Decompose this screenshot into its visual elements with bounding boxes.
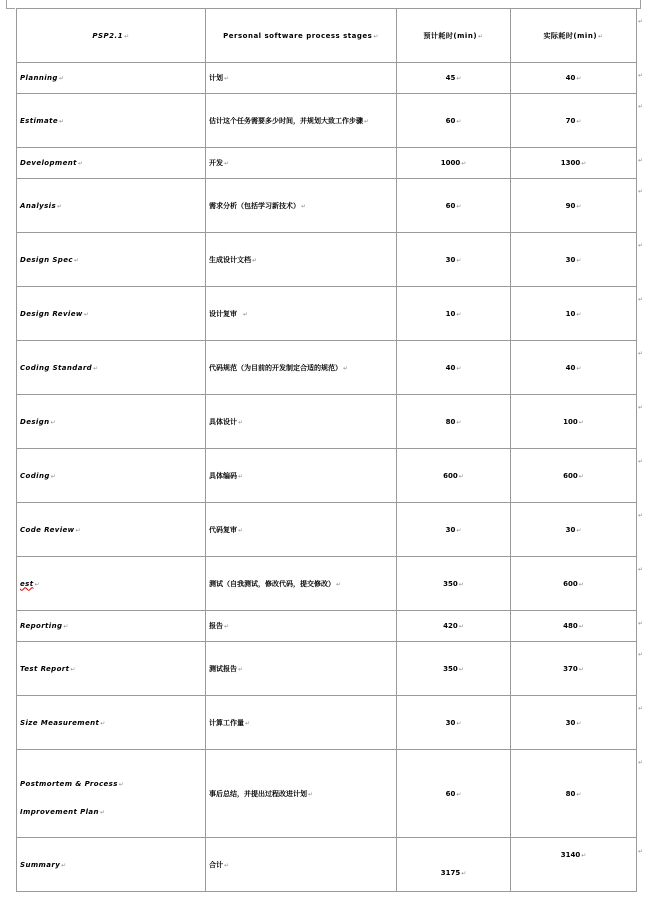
row-name[interactable]: 估计这个任务需要多少时间，并规划大致工作步骤↵ bbox=[206, 94, 397, 148]
row-estimated[interactable]: 45↵ bbox=[397, 63, 511, 94]
row-estimated[interactable]: 420↵ bbox=[397, 611, 511, 642]
row-actual[interactable]: 370↵ bbox=[511, 642, 637, 696]
table-row bbox=[17, 94, 637, 148]
row-name[interactable]: 具体设计↵ bbox=[206, 395, 397, 449]
table-row bbox=[17, 148, 637, 179]
header-stage-name[interactable]: Personal software process stages↵ bbox=[206, 9, 397, 63]
row-code[interactable]: Analysis↵ bbox=[17, 179, 206, 233]
row-actual[interactable]: 80↵ bbox=[511, 750, 637, 838]
table-row bbox=[17, 179, 637, 233]
row-code[interactable]: Code Review↵ bbox=[17, 503, 206, 557]
row-actual[interactable]: 30↵ bbox=[511, 503, 637, 557]
table-row bbox=[17, 449, 637, 503]
row-name[interactable]: 设计复审 ↵ bbox=[206, 287, 397, 341]
row-actual[interactable]: 70↵ bbox=[511, 94, 637, 148]
row-estimated[interactable]: 40↵ bbox=[397, 341, 511, 395]
header-estimated[interactable]: 预计耗时(min)↵ bbox=[397, 9, 511, 63]
row-estimated[interactable]: 60↵ bbox=[397, 750, 511, 838]
row-estimated[interactable]: 60↵ bbox=[397, 179, 511, 233]
page-corner-mark-left bbox=[6, 0, 15, 9]
end-of-row-marks: ↵ ↵ ↵ ↵ ↵ ↵ ↵ ↵ ↵ ↵ ↵ ↵ ↵ ↵ ↵ ↵ ↵ bbox=[638, 18, 644, 855]
row-name[interactable]: 具体编码↵ bbox=[206, 449, 397, 503]
table-row bbox=[17, 63, 637, 94]
table-row bbox=[17, 233, 637, 287]
row-estimated[interactable]: 30↵ bbox=[397, 503, 511, 557]
row-name[interactable]: 测试报告↵ bbox=[206, 642, 397, 696]
row-actual[interactable]: 600↵ bbox=[511, 557, 637, 611]
row-actual[interactable]: 30↵ bbox=[511, 696, 637, 750]
row-actual[interactable]: 600↵ bbox=[511, 449, 637, 503]
row-name[interactable]: 合计↵ bbox=[206, 838, 397, 892]
row-actual[interactable]: 480↵ bbox=[511, 611, 637, 642]
row-name[interactable]: 计划↵ bbox=[206, 63, 397, 94]
row-code[interactable]: Summary↵ bbox=[17, 838, 206, 892]
row-name[interactable]: 测试（自我测试，修改代码，提交修改）↵ bbox=[206, 557, 397, 611]
row-code[interactable]: Development↵ bbox=[17, 148, 206, 179]
row-estimated[interactable]: 30↵ bbox=[397, 696, 511, 750]
row-name[interactable]: 事后总结，并提出过程改进计划↵ bbox=[206, 750, 397, 838]
row-code[interactable]: Design Review↵ bbox=[17, 287, 206, 341]
row-estimated[interactable]: 600↵ bbox=[397, 449, 511, 503]
row-name[interactable]: 计算工作量↵ bbox=[206, 696, 397, 750]
row-actual[interactable]: 40↵ bbox=[511, 341, 637, 395]
row-actual[interactable]: 90↵ bbox=[511, 179, 637, 233]
row-estimated[interactable]: 3175↵ bbox=[397, 838, 511, 892]
row-code[interactable]: est↵ bbox=[17, 557, 206, 611]
table-row bbox=[17, 696, 637, 750]
row-name[interactable]: 报告↵ bbox=[206, 611, 397, 642]
row-code[interactable]: Design↵ bbox=[17, 395, 206, 449]
row-code[interactable]: Reporting↵ bbox=[17, 611, 206, 642]
row-code[interactable]: Postmortem & Process↵ Improvement Plan↵ bbox=[17, 750, 206, 838]
row-actual[interactable]: 100↵ bbox=[511, 395, 637, 449]
table-row bbox=[17, 503, 637, 557]
table-row bbox=[17, 642, 637, 696]
table-row bbox=[17, 287, 637, 341]
header-stage-code[interactable]: PSP2.1↵ bbox=[17, 9, 206, 63]
row-name[interactable]: 代码规范（为目前的开发制定合适的规范）↵ bbox=[206, 341, 397, 395]
header-actual[interactable]: 实际耗时(min)↵ bbox=[511, 9, 637, 63]
row-name[interactable]: 生成设计文档↵ bbox=[206, 233, 397, 287]
table-header-row bbox=[17, 9, 637, 63]
row-code[interactable]: Coding Standard↵ bbox=[17, 341, 206, 395]
row-estimated[interactable]: 60↵ bbox=[397, 94, 511, 148]
table-row bbox=[17, 395, 637, 449]
row-code[interactable]: Estimate↵ bbox=[17, 94, 206, 148]
row-estimated[interactable]: 10↵ bbox=[397, 287, 511, 341]
row-code[interactable]: Coding↵ bbox=[17, 449, 206, 503]
table-row bbox=[17, 341, 637, 395]
row-code[interactable]: Design Spec↵ bbox=[17, 233, 206, 287]
row-code[interactable]: Size Measurement↵ bbox=[17, 696, 206, 750]
table-row bbox=[17, 611, 637, 642]
psp-time-table bbox=[16, 8, 637, 892]
row-name[interactable]: 开发↵ bbox=[206, 148, 397, 179]
row-estimated[interactable]: 80↵ bbox=[397, 395, 511, 449]
row-code[interactable]: Planning↵ bbox=[17, 63, 206, 94]
row-estimated[interactable]: 30↵ bbox=[397, 233, 511, 287]
table-row bbox=[17, 750, 637, 838]
row-name[interactable]: 需求分析（包括学习新技术）↵ bbox=[206, 179, 397, 233]
table-row bbox=[17, 557, 637, 611]
row-estimated[interactable]: 1000↵ bbox=[397, 148, 511, 179]
row-actual[interactable]: 1300↵ bbox=[511, 148, 637, 179]
row-actual[interactable]: 10↵ bbox=[511, 287, 637, 341]
row-name[interactable]: 代码复审↵ bbox=[206, 503, 397, 557]
row-actual[interactable]: 30↵ bbox=[511, 233, 637, 287]
row-actual[interactable]: 40↵ bbox=[511, 63, 637, 94]
row-estimated[interactable]: 350↵ bbox=[397, 642, 511, 696]
row-code[interactable]: Test Report↵ bbox=[17, 642, 206, 696]
row-estimated[interactable]: 350↵ bbox=[397, 557, 511, 611]
row-actual[interactable]: 3140↵ bbox=[511, 838, 637, 892]
table-row bbox=[17, 838, 637, 892]
